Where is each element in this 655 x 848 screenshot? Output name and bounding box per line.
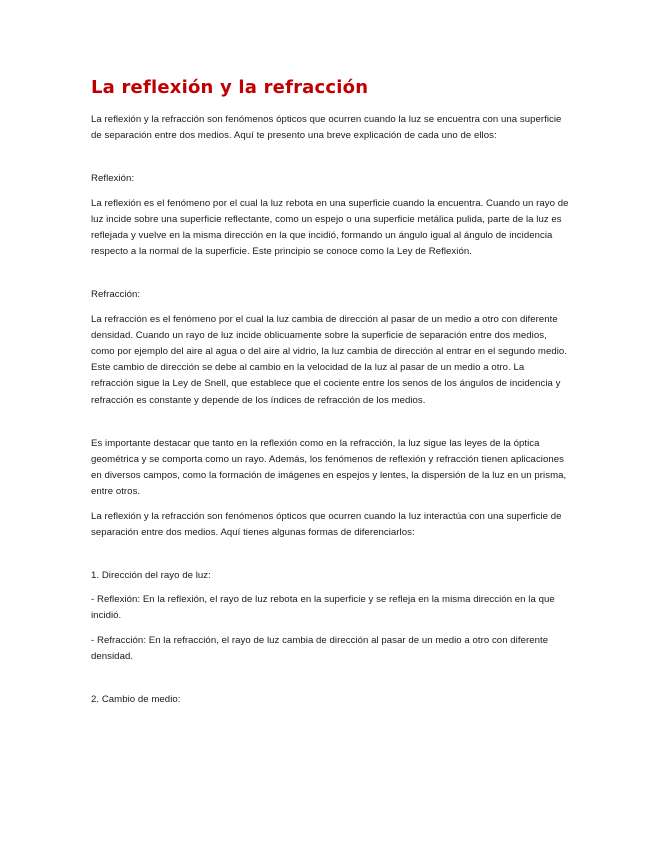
item2-heading: 2. Cambio de medio: <box>91 694 181 706</box>
spacer <box>91 541 569 568</box>
item1-reflexion-paragraph: - Reflexión: En la reflexión, el rayo de luz rebota en la superficie y se refleja en la misma dirección en la que incidió. <box>91 594 555 622</box>
reflexion-heading: Reflexión: <box>91 173 135 185</box>
spacer <box>91 144 569 171</box>
importante-paragraph: Es importante destacar que tanto en la reflexión como en la refracción, la luz sigue las leyes de la óptica geométrica y se comporta como un rayo. Además, los fenómenos de reflexión y refracción tienen aplicaciones en diversos campos, como la formación de imágenes en espejos y lentes, la dispersión de la luz en un prisma, entre otros. <box>91 437 567 498</box>
spacer <box>91 665 569 692</box>
diferencias-intro-paragraph: La reflexión y la refracción son fenómenos ópticos que ocurren cuando la luz interactúa con una superficie de separación entre dos medios. Aquí tienes algunas formas de diferenciarlos: <box>91 510 562 538</box>
spacer <box>91 625 569 633</box>
intro-paragraph: La reflexión y la refracción son fenómenos ópticos que ocurren cuando la luz se encuentra con una superficie de separación entre dos medios. Aquí te presento una breve explicación de cada uno de ellos: <box>91 114 562 142</box>
document-title: La reflexión y la refracción <box>91 77 369 98</box>
spacer <box>91 304 569 312</box>
refraccion-heading: Refracción: <box>91 289 141 301</box>
spacer <box>91 260 569 287</box>
item1-heading: 1. Dirección del rayo de luz: <box>91 570 211 582</box>
spacer <box>91 501 569 509</box>
spacer <box>91 188 569 196</box>
item1-refraccion-paragraph: - Refracción: En la refracción, el rayo de luz cambia de dirección al pasar de un medio a otro con diferente densidad. <box>91 634 549 662</box>
document-body <box>91 76 569 708</box>
spacer <box>91 409 569 436</box>
spacer <box>91 584 569 592</box>
reflexion-paragraph: La reflexión es el fenómeno por el cual la luz rebota en una superficie cuando la encuentra. Cuando un rayo de luz incide sobre una superficie reflectante, como un espejo o una superficie metálica pulida, parte de la luz es reflejada y vuelve en la misma dirección en la que incidió, formando un ángulo igual al ángulo de incidencia respecto a la normal de la superficie. Este principio se conoce como la Ley de Reflexión. <box>91 197 569 258</box>
refraccion-paragraph: La refracción es el fenómeno por el cual la luz cambia de dirección al pasar de un medio a otro con diferente densidad. Cuando un rayo de luz incide oblicuamente sobre la superficie de separación entre dos medios, como por ejemplo del aire al agua o del aire al vidrio, la luz cambia de dirección al entrar en el segundo medio. Este cambio de dirección se debe al cambio en la velocidad de la luz al pasar de un medio a otro. La refracción sigue la Ley de Snell, que establece que el cociente entre los senos de los ángulos de incidencia y refracción es constante y depende de los índices de refracción de los medios. <box>91 313 568 406</box>
